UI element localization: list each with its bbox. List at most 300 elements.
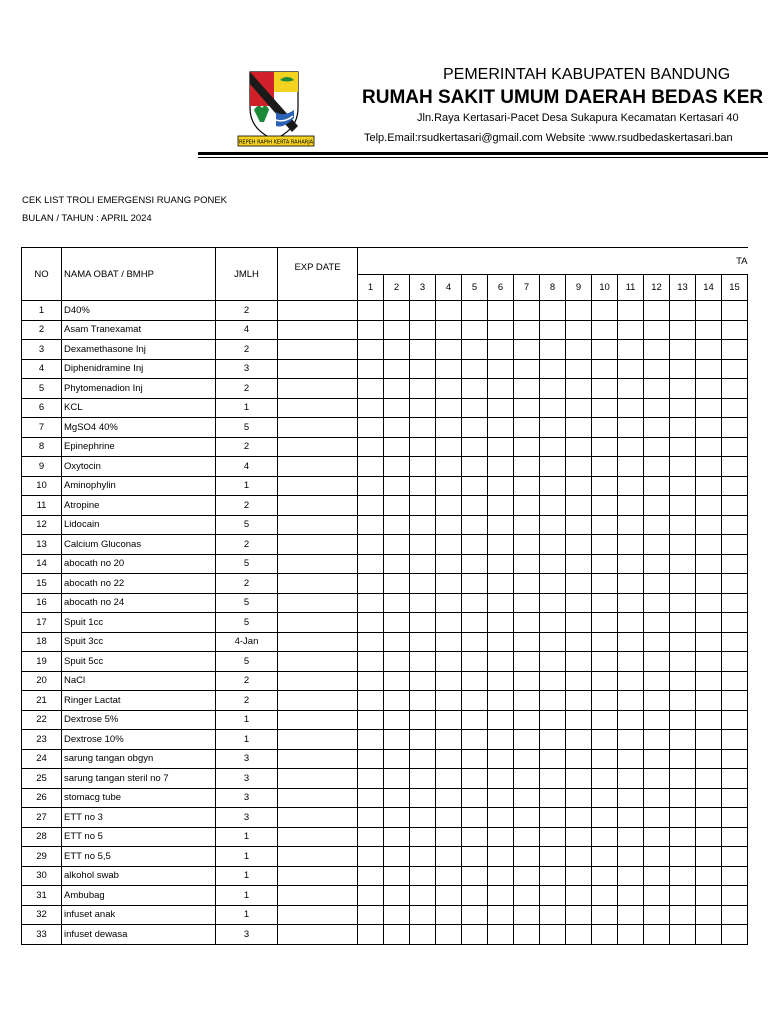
check-cell-day-11[interactable] (618, 437, 644, 457)
check-cell-day-8[interactable] (540, 905, 566, 925)
check-cell-day-4[interactable] (436, 535, 462, 555)
check-cell-day-14[interactable] (696, 652, 722, 672)
check-cell-day-10[interactable] (592, 691, 618, 711)
check-cell-day-9[interactable] (566, 554, 592, 574)
check-cell-day-14[interactable] (696, 476, 722, 496)
check-cell-day-5[interactable] (462, 886, 488, 906)
check-cell-day-11[interactable] (618, 613, 644, 633)
check-cell-day-11[interactable] (618, 574, 644, 594)
check-cell-day-15[interactable] (722, 457, 748, 477)
check-cell-day-1[interactable] (358, 340, 384, 360)
check-cell-day-10[interactable] (592, 730, 618, 750)
check-cell-day-9[interactable] (566, 320, 592, 340)
check-cell-day-7[interactable] (514, 359, 540, 379)
check-cell-day-8[interactable] (540, 515, 566, 535)
check-cell-day-3[interactable] (410, 457, 436, 477)
check-cell-day-13[interactable] (670, 476, 696, 496)
check-cell-day-6[interactable] (488, 925, 514, 945)
check-cell-day-2[interactable] (384, 320, 410, 340)
check-cell-day-2[interactable] (384, 827, 410, 847)
check-cell-day-3[interactable] (410, 554, 436, 574)
exp-date-cell[interactable] (278, 749, 358, 769)
exp-date-cell[interactable] (278, 418, 358, 438)
check-cell-day-3[interactable] (410, 769, 436, 789)
check-cell-day-8[interactable] (540, 886, 566, 906)
check-cell-day-2[interactable] (384, 925, 410, 945)
check-cell-day-12[interactable] (644, 535, 670, 555)
check-cell-day-10[interactable] (592, 866, 618, 886)
check-cell-day-7[interactable] (514, 788, 540, 808)
check-cell-day-6[interactable] (488, 827, 514, 847)
check-cell-day-7[interactable] (514, 437, 540, 457)
check-cell-day-9[interactable] (566, 691, 592, 711)
check-cell-day-6[interactable] (488, 905, 514, 925)
check-cell-day-2[interactable] (384, 496, 410, 516)
exp-date-cell[interactable] (278, 593, 358, 613)
check-cell-day-8[interactable] (540, 710, 566, 730)
check-cell-day-6[interactable] (488, 769, 514, 789)
check-cell-day-15[interactable] (722, 496, 748, 516)
check-cell-day-15[interactable] (722, 827, 748, 847)
check-cell-day-15[interactable] (722, 320, 748, 340)
check-cell-day-9[interactable] (566, 788, 592, 808)
check-cell-day-12[interactable] (644, 554, 670, 574)
check-cell-day-14[interactable] (696, 340, 722, 360)
check-cell-day-6[interactable] (488, 359, 514, 379)
check-cell-day-4[interactable] (436, 340, 462, 360)
check-cell-day-13[interactable] (670, 652, 696, 672)
check-cell-day-1[interactable] (358, 671, 384, 691)
check-cell-day-4[interactable] (436, 437, 462, 457)
check-cell-day-3[interactable] (410, 301, 436, 321)
check-cell-day-9[interactable] (566, 827, 592, 847)
check-cell-day-5[interactable] (462, 905, 488, 925)
check-cell-day-4[interactable] (436, 593, 462, 613)
check-cell-day-10[interactable] (592, 886, 618, 906)
check-cell-day-15[interactable] (722, 574, 748, 594)
check-cell-day-2[interactable] (384, 398, 410, 418)
check-cell-day-10[interactable] (592, 398, 618, 418)
check-cell-day-13[interactable] (670, 437, 696, 457)
exp-date-cell[interactable] (278, 866, 358, 886)
check-cell-day-2[interactable] (384, 749, 410, 769)
check-cell-day-14[interactable] (696, 788, 722, 808)
check-cell-day-15[interactable] (722, 613, 748, 633)
check-cell-day-3[interactable] (410, 925, 436, 945)
check-cell-day-13[interactable] (670, 554, 696, 574)
check-cell-day-2[interactable] (384, 574, 410, 594)
check-cell-day-14[interactable] (696, 359, 722, 379)
check-cell-day-7[interactable] (514, 418, 540, 438)
check-cell-day-11[interactable] (618, 301, 644, 321)
check-cell-day-5[interactable] (462, 769, 488, 789)
check-cell-day-12[interactable] (644, 866, 670, 886)
check-cell-day-13[interactable] (670, 749, 696, 769)
check-cell-day-13[interactable] (670, 593, 696, 613)
check-cell-day-15[interactable] (722, 749, 748, 769)
check-cell-day-1[interactable] (358, 574, 384, 594)
check-cell-day-12[interactable] (644, 671, 670, 691)
check-cell-day-15[interactable] (722, 398, 748, 418)
check-cell-day-7[interactable] (514, 691, 540, 711)
check-cell-day-1[interactable] (358, 398, 384, 418)
check-cell-day-13[interactable] (670, 710, 696, 730)
check-cell-day-3[interactable] (410, 632, 436, 652)
check-cell-day-6[interactable] (488, 730, 514, 750)
check-cell-day-15[interactable] (722, 847, 748, 867)
check-cell-day-5[interactable] (462, 554, 488, 574)
check-cell-day-6[interactable] (488, 652, 514, 672)
check-cell-day-11[interactable] (618, 398, 644, 418)
check-cell-day-7[interactable] (514, 866, 540, 886)
check-cell-day-5[interactable] (462, 730, 488, 750)
check-cell-day-12[interactable] (644, 340, 670, 360)
check-cell-day-11[interactable] (618, 515, 644, 535)
check-cell-day-4[interactable] (436, 476, 462, 496)
check-cell-day-7[interactable] (514, 652, 540, 672)
check-cell-day-8[interactable] (540, 691, 566, 711)
check-cell-day-2[interactable] (384, 652, 410, 672)
check-cell-day-7[interactable] (514, 398, 540, 418)
check-cell-day-4[interactable] (436, 652, 462, 672)
check-cell-day-15[interactable] (722, 379, 748, 399)
check-cell-day-5[interactable] (462, 437, 488, 457)
check-cell-day-15[interactable] (722, 652, 748, 672)
check-cell-day-12[interactable] (644, 574, 670, 594)
check-cell-day-1[interactable] (358, 886, 384, 906)
check-cell-day-13[interactable] (670, 827, 696, 847)
check-cell-day-7[interactable] (514, 554, 540, 574)
check-cell-day-2[interactable] (384, 613, 410, 633)
check-cell-day-7[interactable] (514, 671, 540, 691)
check-cell-day-11[interactable] (618, 418, 644, 438)
check-cell-day-3[interactable] (410, 340, 436, 360)
check-cell-day-5[interactable] (462, 574, 488, 594)
check-cell-day-2[interactable] (384, 808, 410, 828)
exp-date-cell[interactable] (278, 632, 358, 652)
exp-date-cell[interactable] (278, 535, 358, 555)
check-cell-day-13[interactable] (670, 808, 696, 828)
check-cell-day-2[interactable] (384, 788, 410, 808)
check-cell-day-5[interactable] (462, 418, 488, 438)
check-cell-day-10[interactable] (592, 827, 618, 847)
check-cell-day-4[interactable] (436, 788, 462, 808)
check-cell-day-1[interactable] (358, 554, 384, 574)
check-cell-day-3[interactable] (410, 613, 436, 633)
check-cell-day-14[interactable] (696, 457, 722, 477)
check-cell-day-12[interactable] (644, 320, 670, 340)
check-cell-day-1[interactable] (358, 652, 384, 672)
check-cell-day-13[interactable] (670, 398, 696, 418)
check-cell-day-4[interactable] (436, 496, 462, 516)
check-cell-day-1[interactable] (358, 827, 384, 847)
check-cell-day-7[interactable] (514, 769, 540, 789)
exp-date-cell[interactable] (278, 437, 358, 457)
check-cell-day-13[interactable] (670, 769, 696, 789)
check-cell-day-7[interactable] (514, 593, 540, 613)
check-cell-day-1[interactable] (358, 905, 384, 925)
check-cell-day-4[interactable] (436, 847, 462, 867)
check-cell-day-4[interactable] (436, 671, 462, 691)
check-cell-day-11[interactable] (618, 457, 644, 477)
check-cell-day-10[interactable] (592, 749, 618, 769)
check-cell-day-7[interactable] (514, 320, 540, 340)
check-cell-day-13[interactable] (670, 359, 696, 379)
check-cell-day-12[interactable] (644, 710, 670, 730)
check-cell-day-2[interactable] (384, 847, 410, 867)
check-cell-day-5[interactable] (462, 632, 488, 652)
check-cell-day-2[interactable] (384, 691, 410, 711)
check-cell-day-9[interactable] (566, 437, 592, 457)
check-cell-day-4[interactable] (436, 808, 462, 828)
check-cell-day-11[interactable] (618, 593, 644, 613)
check-cell-day-8[interactable] (540, 652, 566, 672)
check-cell-day-3[interactable] (410, 437, 436, 457)
check-cell-day-12[interactable] (644, 730, 670, 750)
check-cell-day-15[interactable] (722, 691, 748, 711)
check-cell-day-9[interactable] (566, 866, 592, 886)
check-cell-day-7[interactable] (514, 379, 540, 399)
exp-date-cell[interactable] (278, 671, 358, 691)
check-cell-day-1[interactable] (358, 925, 384, 945)
check-cell-day-3[interactable] (410, 418, 436, 438)
check-cell-day-2[interactable] (384, 437, 410, 457)
check-cell-day-3[interactable] (410, 710, 436, 730)
check-cell-day-2[interactable] (384, 301, 410, 321)
check-cell-day-10[interactable] (592, 905, 618, 925)
check-cell-day-13[interactable] (670, 535, 696, 555)
check-cell-day-12[interactable] (644, 808, 670, 828)
check-cell-day-4[interactable] (436, 827, 462, 847)
check-cell-day-9[interactable] (566, 574, 592, 594)
exp-date-cell[interactable] (278, 301, 358, 321)
check-cell-day-7[interactable] (514, 457, 540, 477)
check-cell-day-15[interactable] (722, 359, 748, 379)
check-cell-day-5[interactable] (462, 379, 488, 399)
check-cell-day-9[interactable] (566, 535, 592, 555)
check-cell-day-12[interactable] (644, 379, 670, 399)
check-cell-day-10[interactable] (592, 769, 618, 789)
check-cell-day-11[interactable] (618, 847, 644, 867)
check-cell-day-1[interactable] (358, 769, 384, 789)
check-cell-day-3[interactable] (410, 808, 436, 828)
check-cell-day-12[interactable] (644, 691, 670, 711)
check-cell-day-6[interactable] (488, 691, 514, 711)
check-cell-day-2[interactable] (384, 515, 410, 535)
check-cell-day-15[interactable] (722, 866, 748, 886)
check-cell-day-1[interactable] (358, 535, 384, 555)
check-cell-day-2[interactable] (384, 632, 410, 652)
check-cell-day-10[interactable] (592, 554, 618, 574)
check-cell-day-8[interactable] (540, 593, 566, 613)
check-cell-day-13[interactable] (670, 671, 696, 691)
check-cell-day-13[interactable] (670, 301, 696, 321)
check-cell-day-14[interactable] (696, 866, 722, 886)
check-cell-day-6[interactable] (488, 574, 514, 594)
check-cell-day-5[interactable] (462, 847, 488, 867)
exp-date-cell[interactable] (278, 847, 358, 867)
check-cell-day-14[interactable] (696, 613, 722, 633)
check-cell-day-7[interactable] (514, 847, 540, 867)
check-cell-day-12[interactable] (644, 457, 670, 477)
check-cell-day-5[interactable] (462, 652, 488, 672)
check-cell-day-6[interactable] (488, 749, 514, 769)
check-cell-day-11[interactable] (618, 554, 644, 574)
check-cell-day-4[interactable] (436, 866, 462, 886)
check-cell-day-4[interactable] (436, 905, 462, 925)
check-cell-day-1[interactable] (358, 320, 384, 340)
check-cell-day-15[interactable] (722, 554, 748, 574)
check-cell-day-8[interactable] (540, 808, 566, 828)
check-cell-day-12[interactable] (644, 359, 670, 379)
check-cell-day-14[interactable] (696, 437, 722, 457)
check-cell-day-9[interactable] (566, 359, 592, 379)
check-cell-day-8[interactable] (540, 866, 566, 886)
check-cell-day-10[interactable] (592, 379, 618, 399)
check-cell-day-7[interactable] (514, 905, 540, 925)
check-cell-day-10[interactable] (592, 359, 618, 379)
check-cell-day-15[interactable] (722, 340, 748, 360)
check-cell-day-8[interactable] (540, 847, 566, 867)
check-cell-day-11[interactable] (618, 476, 644, 496)
check-cell-day-14[interactable] (696, 827, 722, 847)
check-cell-day-6[interactable] (488, 847, 514, 867)
check-cell-day-2[interactable] (384, 866, 410, 886)
exp-date-cell[interactable] (278, 808, 358, 828)
check-cell-day-6[interactable] (488, 788, 514, 808)
check-cell-day-5[interactable] (462, 710, 488, 730)
check-cell-day-4[interactable] (436, 515, 462, 535)
check-cell-day-11[interactable] (618, 925, 644, 945)
check-cell-day-7[interactable] (514, 476, 540, 496)
check-cell-day-7[interactable] (514, 710, 540, 730)
check-cell-day-9[interactable] (566, 379, 592, 399)
check-cell-day-9[interactable] (566, 652, 592, 672)
check-cell-day-6[interactable] (488, 457, 514, 477)
check-cell-day-1[interactable] (358, 749, 384, 769)
check-cell-day-4[interactable] (436, 418, 462, 438)
check-cell-day-6[interactable] (488, 593, 514, 613)
check-cell-day-6[interactable] (488, 632, 514, 652)
check-cell-day-9[interactable] (566, 769, 592, 789)
check-cell-day-11[interactable] (618, 652, 644, 672)
check-cell-day-13[interactable] (670, 691, 696, 711)
check-cell-day-10[interactable] (592, 496, 618, 516)
check-cell-day-2[interactable] (384, 710, 410, 730)
check-cell-day-1[interactable] (358, 788, 384, 808)
check-cell-day-9[interactable] (566, 457, 592, 477)
check-cell-day-8[interactable] (540, 535, 566, 555)
check-cell-day-14[interactable] (696, 496, 722, 516)
check-cell-day-13[interactable] (670, 632, 696, 652)
check-cell-day-3[interactable] (410, 671, 436, 691)
check-cell-day-3[interactable] (410, 496, 436, 516)
check-cell-day-1[interactable] (358, 437, 384, 457)
check-cell-day-7[interactable] (514, 749, 540, 769)
check-cell-day-7[interactable] (514, 340, 540, 360)
check-cell-day-13[interactable] (670, 886, 696, 906)
check-cell-day-12[interactable] (644, 398, 670, 418)
check-cell-day-11[interactable] (618, 496, 644, 516)
check-cell-day-10[interactable] (592, 847, 618, 867)
check-cell-day-14[interactable] (696, 593, 722, 613)
check-cell-day-2[interactable] (384, 340, 410, 360)
check-cell-day-10[interactable] (592, 710, 618, 730)
check-cell-day-14[interactable] (696, 730, 722, 750)
check-cell-day-2[interactable] (384, 671, 410, 691)
exp-date-cell[interactable] (278, 730, 358, 750)
check-cell-day-4[interactable] (436, 925, 462, 945)
check-cell-day-14[interactable] (696, 749, 722, 769)
exp-date-cell[interactable] (278, 340, 358, 360)
check-cell-day-2[interactable] (384, 769, 410, 789)
check-cell-day-12[interactable] (644, 652, 670, 672)
check-cell-day-9[interactable] (566, 808, 592, 828)
check-cell-day-1[interactable] (358, 593, 384, 613)
check-cell-day-3[interactable] (410, 515, 436, 535)
check-cell-day-3[interactable] (410, 749, 436, 769)
check-cell-day-9[interactable] (566, 671, 592, 691)
check-cell-day-1[interactable] (358, 808, 384, 828)
exp-date-cell[interactable] (278, 398, 358, 418)
check-cell-day-2[interactable] (384, 905, 410, 925)
check-cell-day-11[interactable] (618, 359, 644, 379)
check-cell-day-2[interactable] (384, 593, 410, 613)
check-cell-day-8[interactable] (540, 574, 566, 594)
check-cell-day-15[interactable] (722, 437, 748, 457)
check-cell-day-5[interactable] (462, 359, 488, 379)
check-cell-day-8[interactable] (540, 730, 566, 750)
check-cell-day-12[interactable] (644, 632, 670, 652)
check-cell-day-3[interactable] (410, 476, 436, 496)
check-cell-day-3[interactable] (410, 847, 436, 867)
check-cell-day-10[interactable] (592, 418, 618, 438)
check-cell-day-14[interactable] (696, 905, 722, 925)
check-cell-day-14[interactable] (696, 320, 722, 340)
check-cell-day-12[interactable] (644, 496, 670, 516)
check-cell-day-15[interactable] (722, 769, 748, 789)
check-cell-day-15[interactable] (722, 632, 748, 652)
check-cell-day-2[interactable] (384, 418, 410, 438)
check-cell-day-6[interactable] (488, 613, 514, 633)
check-cell-day-9[interactable] (566, 593, 592, 613)
exp-date-cell[interactable] (278, 476, 358, 496)
check-cell-day-4[interactable] (436, 730, 462, 750)
check-cell-day-3[interactable] (410, 574, 436, 594)
check-cell-day-12[interactable] (644, 749, 670, 769)
check-cell-day-3[interactable] (410, 730, 436, 750)
check-cell-day-1[interactable] (358, 613, 384, 633)
check-cell-day-10[interactable] (592, 788, 618, 808)
check-cell-day-7[interactable] (514, 827, 540, 847)
check-cell-day-13[interactable] (670, 925, 696, 945)
exp-date-cell[interactable] (278, 379, 358, 399)
check-cell-day-4[interactable] (436, 632, 462, 652)
check-cell-day-9[interactable] (566, 730, 592, 750)
check-cell-day-6[interactable] (488, 515, 514, 535)
check-cell-day-6[interactable] (488, 496, 514, 516)
check-cell-day-5[interactable] (462, 671, 488, 691)
check-cell-day-10[interactable] (592, 632, 618, 652)
check-cell-day-15[interactable] (722, 886, 748, 906)
check-cell-day-11[interactable] (618, 632, 644, 652)
check-cell-day-10[interactable] (592, 301, 618, 321)
check-cell-day-5[interactable] (462, 593, 488, 613)
check-cell-day-12[interactable] (644, 827, 670, 847)
check-cell-day-1[interactable] (358, 301, 384, 321)
check-cell-day-7[interactable] (514, 301, 540, 321)
check-cell-day-1[interactable] (358, 457, 384, 477)
